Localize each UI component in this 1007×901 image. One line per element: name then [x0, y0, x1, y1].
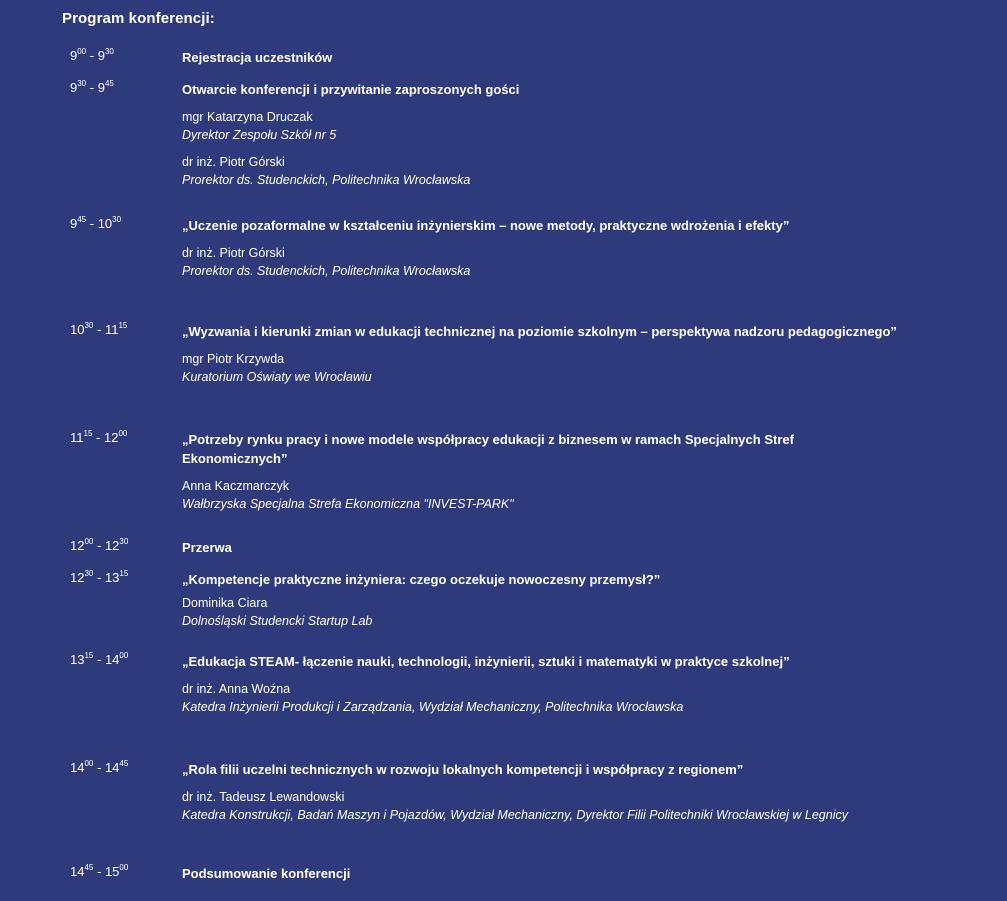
speaker [182, 788, 902, 824]
speaker [182, 244, 902, 280]
speaker [182, 477, 902, 513]
speaker-name: mgr Piotr Krzywda [182, 352, 285, 366]
speaker-affiliation: Katedra Konstrukcji, Badań Maszyn i Pojazdów, Wydział Mechaniczny, Dyrektor Filii Politechniki Wrocławskiej w Legnicy [182, 808, 848, 822]
speaker-name: Anna Kaczmarczyk [182, 479, 289, 493]
session-title: Rejestracja uczestników [182, 50, 333, 65]
speaker [182, 153, 902, 189]
session-title: Przerwa [182, 540, 232, 555]
speaker-name: mgr Katarzyna Druczak [182, 110, 313, 124]
speaker [182, 680, 902, 716]
speaker-name: dr inż. Piotr Górski [182, 246, 285, 260]
speaker-name: dr inż. Piotr Górski [182, 155, 285, 169]
speaker-affiliation: Prorektor ds. Studenckich, Politechnika Wrocławska [182, 173, 471, 187]
time-range: $12^{30} - 13^{15}$ [70, 568, 129, 585]
speaker-affiliation: Wałbrzyska Specjalna Strefa Ekonomiczna "INVEST-PARK" [182, 497, 514, 511]
time-range: $9^{00} - 9^{30}$ [70, 46, 114, 63]
speaker-affiliation: Prorektor ds. Studenckich, Politechnika Wrocławska [182, 264, 471, 278]
session-title: „Potrzeby rynku pracy i nowe modele współpracy edukacji z biznesem w ramach Specjalnych Stref Ekonomicznych” [182, 432, 794, 466]
speaker [182, 594, 902, 630]
time-range: $14^{00} - 14^{45}$ [70, 758, 129, 775]
session-title: „Wyzwania i kierunki zmian w edukacji technicznej na poziomie szkolnym – perspektywa nadzoru pedagogicznego” [182, 324, 897, 339]
speaker-name: dr inż. Anna Woźna [182, 682, 291, 696]
speaker-name: dr inż. Tadeusz Lewandowski [182, 790, 345, 804]
speaker-affiliation: Katedra Inżynierii Produkcji i Zarządzania, Wydział Mechaniczny, Politechnika Wrocławska [182, 700, 684, 714]
speaker [182, 350, 902, 386]
session-title: Podsumowanie konferencji [182, 866, 351, 881]
time-range: $9^{45} - 10^{30}$ [70, 214, 122, 231]
session-title: Otwarcie konferencji i przywitanie zaproszonych gości [182, 82, 520, 97]
speaker-name: Dominika Ciara [182, 596, 268, 610]
speaker-affiliation: Dolnośląski Studencki Startup Lab [182, 614, 373, 628]
page-title: Program konferencji: [62, 10, 215, 27]
time-range: $12^{00} - 12^{30}$ [70, 536, 129, 553]
speaker-affiliation: Dyrektor Zespołu Szkół nr 5 [182, 128, 337, 142]
time-range: $9^{30} - 9^{45}$ [70, 78, 114, 95]
session-title: „Edukacja STEAM- łączenie nauki, technologii, inżynierii, sztuki i matematyki w praktyce szkolnej” [182, 654, 790, 669]
time-range: $11^{15} - 12^{00}$ [70, 428, 128, 445]
time-range: $14^{45} - 15^{00}$ [70, 862, 129, 879]
session-title: „Uczenie pozaformalne w kształceniu inżynierskim – nowe metody, praktyczne wdrożenia i efekty” [182, 218, 790, 233]
time-range: $10^{30} - 11^{15}$ [70, 320, 128, 337]
speaker [182, 108, 902, 144]
speaker-affiliation: Kuratorium Oświaty we Wrocławiu [182, 370, 372, 384]
time-range: $13^{15} - 14^{00}$ [70, 650, 129, 667]
session-title: „Rola filii uczelni technicznych w rozwoju lokalnych kompetencji i współpracy z regionem” [182, 762, 744, 777]
session-title: „Kompetencje praktyczne inżyniera: czego oczekuje nowoczesny przemysł?” [182, 572, 661, 587]
